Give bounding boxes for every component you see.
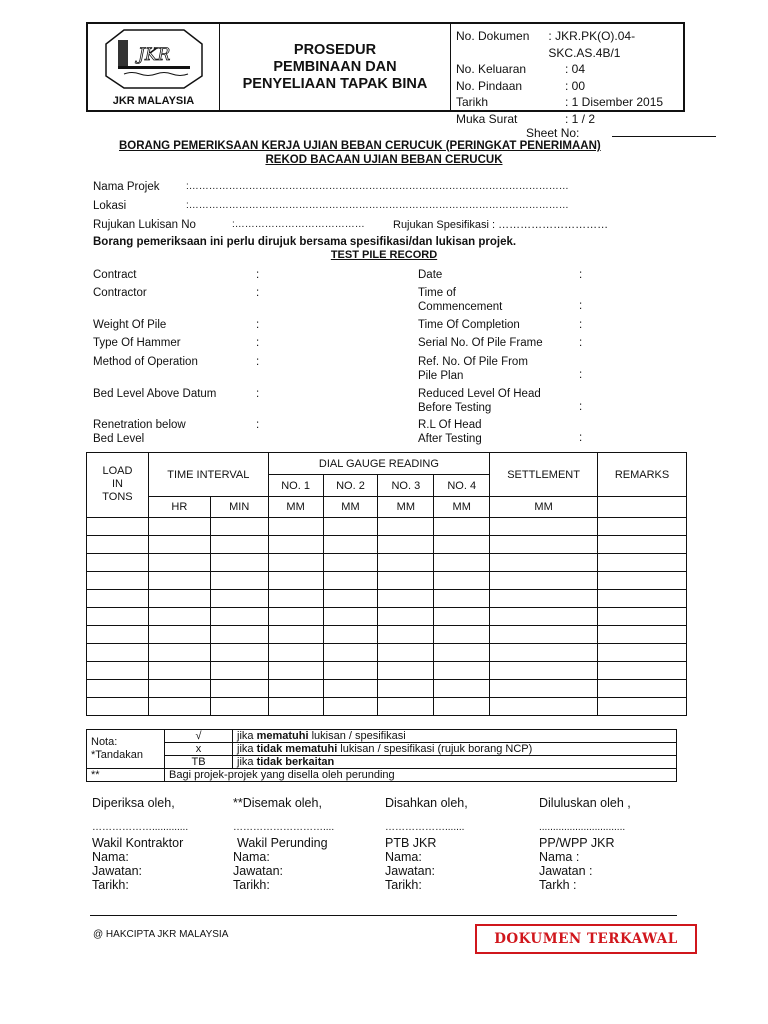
reference-note: Borang pemeriksaan ini perlu dirujuk bersama spesifikasi/dan lukisan projek.	[93, 236, 517, 248]
table-cell[interactable]	[434, 644, 490, 662]
table-cell[interactable]	[323, 698, 378, 716]
unit-mm: MM	[434, 497, 490, 518]
signature-line[interactable]: ……………….............	[92, 822, 189, 833]
nota-row	[233, 743, 677, 756]
info-label: No. Dokumen	[456, 29, 530, 43]
signature-tarikh: Tarikh:	[233, 878, 270, 892]
nama-projek-field[interactable]: :……………………………………………………………………………………………………	[186, 181, 569, 192]
form-subtitle: REKOD BACAAN UJIAN BEBAN CERUCUK	[265, 154, 503, 166]
field-colon[interactable]: :	[579, 269, 583, 281]
table-cell[interactable]	[87, 518, 149, 536]
field-colon[interactable]: :	[256, 319, 260, 331]
col-hr: HR	[148, 497, 210, 518]
mark-tb: TB	[165, 756, 233, 769]
document-info	[456, 28, 683, 127]
svg-text:JKR: JKR	[138, 45, 171, 65]
field-label: Serial No. Of Pile Frame	[418, 337, 543, 349]
lokasi-label: Lokasi	[93, 200, 127, 212]
table-row	[87, 662, 687, 680]
field-label: Time of Commencement	[418, 287, 503, 313]
table-cell[interactable]	[323, 536, 378, 554]
field-label: Weight Of Pile	[93, 319, 167, 331]
signature-line[interactable]: ………………………....	[233, 822, 335, 833]
table-row	[87, 536, 687, 554]
jkr-logo-icon	[104, 28, 204, 90]
signature-jawatan: Jawatan:	[92, 864, 143, 878]
table-row	[87, 608, 687, 626]
col-gauge-3: NO. 3	[378, 475, 434, 497]
table-cell[interactable]	[598, 662, 687, 680]
nota-text: jika	[237, 730, 257, 742]
col-settlement: SETTLEMENT	[490, 453, 598, 497]
table-cell[interactable]	[210, 536, 268, 554]
nota-row	[233, 756, 677, 769]
table-cell[interactable]	[378, 554, 434, 572]
table-cell[interactable]	[210, 662, 268, 680]
table-cell[interactable]	[378, 644, 434, 662]
table-cell[interactable]	[148, 680, 210, 698]
table-cell[interactable]	[490, 698, 598, 716]
info-value: : 1 Disember 2015	[565, 95, 664, 109]
signature-tarikh: Tarikh:	[92, 878, 129, 892]
signature-role: PP/WPP JKR	[539, 836, 615, 850]
info-row	[456, 61, 683, 78]
nota-bold: tidak berkaitan	[256, 756, 335, 768]
table-cell[interactable]	[87, 644, 149, 662]
field-colon[interactable]: :	[256, 269, 260, 281]
table-cell[interactable]	[490, 536, 598, 554]
col-min: MIN	[210, 497, 268, 518]
table-cell[interactable]	[210, 608, 268, 626]
rujukan-lukisan-label: Rujukan Lukisan No	[93, 219, 196, 231]
table-cell[interactable]	[323, 608, 378, 626]
table-cell[interactable]	[490, 608, 598, 626]
table-cell[interactable]	[598, 572, 687, 590]
signature-heading: **Disemak oleh,	[233, 796, 322, 810]
field-label: Ref. No. Of Pile From Pile Plan	[418, 356, 528, 382]
form-title: BORANG PEMERIKSAAN KERJA UJIAN BEBAN CERUCUK (PERINGKAT PENERIMAAN)	[119, 140, 601, 152]
table-cell[interactable]	[268, 626, 323, 644]
signature-nama: Nama:	[385, 850, 422, 864]
rujukan-lukisan-field[interactable]: :…………………………………	[232, 219, 365, 230]
field-label: Bed Level Above Datum	[93, 388, 217, 400]
table-cell[interactable]	[434, 680, 490, 698]
table-cell[interactable]	[87, 698, 149, 716]
table-cell[interactable]	[490, 680, 598, 698]
remarks-unit-cell	[598, 497, 687, 518]
table-cell[interactable]	[598, 554, 687, 572]
table-cell[interactable]	[268, 590, 323, 608]
field-colon[interactable]: :	[579, 319, 583, 331]
table-cell[interactable]	[87, 626, 149, 644]
org-name: JKR MALAYSIA	[112, 95, 195, 107]
table-cell[interactable]	[148, 698, 210, 716]
table-cell[interactable]	[87, 680, 149, 698]
table-cell[interactable]	[87, 536, 149, 554]
signature-role: Wakil Perunding	[237, 836, 328, 850]
table-cell[interactable]	[378, 536, 434, 554]
table-cell[interactable]	[268, 536, 323, 554]
table-cell[interactable]	[323, 644, 378, 662]
table-row	[87, 698, 687, 716]
info-row	[456, 78, 683, 95]
unit-mm: MM	[490, 497, 598, 518]
table-cell[interactable]	[210, 518, 268, 536]
table-row	[87, 680, 687, 698]
field-label: Method of Operation	[93, 356, 198, 368]
field-colon[interactable]: :	[579, 337, 583, 349]
table-cell[interactable]	[323, 590, 378, 608]
table-cell[interactable]	[378, 572, 434, 590]
field-label: Type Of Hammer	[93, 337, 181, 349]
document-title	[220, 24, 451, 110]
mark-x: x	[165, 743, 233, 756]
mark-tick: √	[165, 730, 233, 743]
table-row	[87, 590, 687, 608]
table-cell[interactable]	[148, 644, 210, 662]
nota-text: jika	[237, 756, 257, 768]
table-cell[interactable]	[210, 698, 268, 716]
info-label: Muka Surat	[456, 111, 518, 126]
table-cell[interactable]	[268, 680, 323, 698]
table-cell[interactable]	[323, 662, 378, 680]
table-cell[interactable]	[148, 626, 210, 644]
table-row	[87, 572, 687, 590]
field-label: Renetration below Bed Level	[93, 419, 186, 445]
table-cell[interactable]	[490, 518, 598, 536]
table-cell[interactable]	[87, 662, 149, 680]
field-colon[interactable]: :	[579, 401, 583, 413]
table-cell[interactable]	[210, 680, 268, 698]
double-star-text: Bagi projek-projek yang disella oleh perunding	[165, 769, 677, 782]
field-label: Contract	[93, 269, 137, 281]
info-label: Tarikh	[456, 95, 489, 109]
nota-row	[233, 730, 677, 743]
field-colon[interactable]: :	[256, 419, 260, 431]
table-cell[interactable]	[210, 572, 268, 590]
table-cell[interactable]	[378, 698, 434, 716]
table-cell[interactable]	[598, 608, 687, 626]
table-row	[87, 626, 687, 644]
unit-mm: MM	[323, 497, 378, 518]
field-label: Date	[418, 269, 443, 281]
title-line: PENYELIAAN TAPAK BINA	[242, 75, 428, 92]
dial-gauge-table	[86, 452, 687, 716]
table-cell[interactable]	[434, 608, 490, 626]
table-cell[interactable]	[148, 662, 210, 680]
nota-text: lukisan / spesifikasi	[308, 730, 406, 742]
signature-jawatan: Jawatan:	[233, 864, 284, 878]
col-gauge-1: NO. 1	[268, 475, 323, 497]
nota-text: lukisan / spesifikasi (rujuk borang NCP)	[337, 743, 533, 755]
field-label: Reduced Level Of Head Before Testing	[418, 388, 541, 414]
table-cell[interactable]	[490, 644, 598, 662]
table-cell[interactable]	[434, 698, 490, 716]
signature-heading: Diperiksa oleh,	[92, 796, 175, 810]
signature-heading: Disahkan oleh,	[385, 796, 468, 810]
table-cell[interactable]	[490, 662, 598, 680]
table-cell[interactable]	[598, 680, 687, 698]
table-cell[interactable]	[434, 590, 490, 608]
nota-table	[86, 729, 677, 782]
signature-line[interactable]: ……………….......	[385, 822, 465, 833]
table-cell[interactable]	[598, 644, 687, 662]
table-cell[interactable]	[87, 608, 149, 626]
table-cell[interactable]	[598, 536, 687, 554]
col-gauge-2: NO. 2	[323, 475, 378, 497]
info-row	[456, 28, 683, 61]
table-cell[interactable]	[378, 590, 434, 608]
table-cell[interactable]	[148, 518, 210, 536]
table-cell[interactable]	[598, 698, 687, 716]
field-colon[interactable]: :	[579, 300, 583, 312]
table-cell[interactable]	[268, 644, 323, 662]
col-time-interval: TIME INTERVAL	[148, 453, 268, 497]
title-line: PEMBINAAN DAN	[273, 58, 397, 75]
nota-bold: mematuhi	[256, 730, 309, 742]
table-cell[interactable]	[268, 572, 323, 590]
table-cell[interactable]	[378, 518, 434, 536]
unit-mm: MM	[378, 497, 434, 518]
info-value: : 00	[565, 78, 586, 93]
field-label: Contractor	[93, 287, 147, 299]
table-cell[interactable]	[87, 572, 149, 590]
field-label: Time Of Completion	[418, 319, 520, 331]
title-line: PROSEDUR	[293, 41, 377, 58]
nota-text: jika	[237, 743, 257, 755]
table-cell[interactable]	[210, 554, 268, 572]
table-cell[interactable]	[378, 626, 434, 644]
table-cell[interactable]	[268, 698, 323, 716]
table-cell[interactable]	[378, 680, 434, 698]
lokasi-field[interactable]: :……………………………………………………………………………………………………	[186, 200, 569, 211]
table-cell[interactable]	[490, 590, 598, 608]
col-load: LOAD IN TONS	[87, 453, 149, 518]
signature-jawatan: Jawatan :	[539, 864, 593, 878]
table-cell[interactable]	[323, 626, 378, 644]
controlled-document-stamp: DOKUMEN TERKAWAL	[475, 924, 697, 954]
col-dial-gauge: DIAL GAUGE READING	[268, 453, 490, 475]
table-row	[87, 518, 687, 536]
sheet-no-field[interactable]	[612, 136, 716, 137]
signature-line[interactable]: ...............................	[539, 822, 626, 833]
table-cell[interactable]	[434, 662, 490, 680]
signature-tarikh: Tarkh :	[539, 878, 577, 892]
table-cell[interactable]	[268, 554, 323, 572]
table-cell[interactable]	[434, 554, 490, 572]
table-cell[interactable]	[148, 590, 210, 608]
table-cell[interactable]	[148, 536, 210, 554]
table-cell[interactable]	[323, 572, 378, 590]
table-cell[interactable]	[268, 662, 323, 680]
table-row	[87, 554, 687, 572]
signature-jawatan: Jawatan:	[385, 864, 436, 878]
field-colon[interactable]: :	[256, 287, 260, 299]
signature-nama: Nama :	[539, 850, 580, 864]
signature-heading: Diluluskan oleh ,	[539, 796, 631, 810]
field-colon[interactable]: :	[256, 337, 260, 349]
table-cell[interactable]	[378, 662, 434, 680]
table-cell[interactable]	[323, 518, 378, 536]
info-value: : 04	[565, 62, 586, 76]
table-cell[interactable]	[268, 518, 323, 536]
table-cell[interactable]	[434, 572, 490, 590]
info-row	[456, 111, 683, 128]
field-label: R.L Of Head After Testing	[418, 419, 482, 445]
nama-projek-label: Nama Projek	[93, 181, 160, 193]
table-cell[interactable]	[598, 626, 687, 644]
sheet-no-label: Sheet No:	[526, 126, 580, 140]
info-value: : JKR.PK(O).04-SKC.AS.4B/1	[548, 29, 636, 60]
table-cell[interactable]	[323, 554, 378, 572]
table-cell[interactable]	[210, 626, 268, 644]
table-cell[interactable]	[148, 572, 210, 590]
table-cell[interactable]	[490, 554, 598, 572]
table-cell[interactable]	[490, 572, 598, 590]
nota-bold: tidak mematuhi	[256, 743, 338, 755]
table-cell[interactable]	[210, 644, 268, 662]
table-row	[87, 644, 687, 662]
info-label: No. Keluaran	[456, 62, 527, 76]
signature-role: Wakil Kontraktor	[92, 836, 184, 850]
table-cell[interactable]	[323, 680, 378, 698]
nota-label: Nota: *Tandakan	[87, 730, 165, 769]
table-cell[interactable]	[87, 590, 149, 608]
double-star: **	[87, 769, 165, 782]
signature-nama: Nama:	[233, 850, 270, 864]
table-cell[interactable]	[378, 608, 434, 626]
copyright: @ HAKCIPTA JKR MALAYSIA	[93, 929, 229, 940]
info-label: No. Pindaan	[456, 78, 523, 93]
table-cell[interactable]	[148, 608, 210, 626]
col-gauge-4: NO. 4	[434, 475, 490, 497]
table-cell[interactable]	[434, 518, 490, 536]
table-cell[interactable]	[268, 608, 323, 626]
table-cell[interactable]	[598, 590, 687, 608]
signature-tarikh: Tarikh:	[385, 878, 422, 892]
table-cell[interactable]	[87, 554, 149, 572]
table-cell[interactable]	[434, 626, 490, 644]
table-cell[interactable]	[490, 626, 598, 644]
signature-nama: Nama:	[92, 850, 129, 864]
signature-role: PTB JKR	[385, 836, 437, 850]
field-colon[interactable]: :	[256, 388, 260, 400]
logo-cell	[88, 24, 220, 110]
info-row	[456, 94, 683, 111]
field-colon[interactable]: :	[256, 356, 260, 368]
rujukan-spesifikasi-field[interactable]: Rujukan Spesifikasi : …………………………	[393, 219, 609, 231]
footer-divider	[90, 915, 677, 916]
table-cell[interactable]	[434, 536, 490, 554]
table-cell[interactable]	[148, 554, 210, 572]
col-remarks: REMARKS	[598, 453, 687, 497]
document-header	[86, 22, 685, 126]
field-colon[interactable]: :	[579, 432, 583, 444]
table-cell[interactable]	[210, 590, 268, 608]
record-title: TEST PILE RECORD	[330, 249, 438, 261]
field-colon[interactable]: :	[579, 369, 583, 381]
info-value: : 1 / 2	[565, 111, 596, 126]
unit-mm: MM	[268, 497, 323, 518]
table-cell[interactable]	[598, 518, 687, 536]
